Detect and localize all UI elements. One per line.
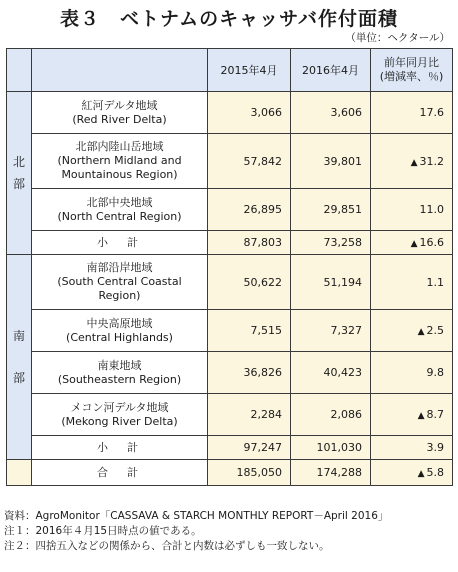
value-change: ▲ 2.5 [371, 310, 453, 352]
value-change: ▲ 16.6 [371, 231, 453, 255]
subtotal-label: 小 計 [32, 231, 208, 255]
header-2015: 2015年4月 [208, 49, 291, 92]
subtotal-row-south [7, 436, 453, 460]
region-name: メコン河デルタ地域 (Mekong River Delta) [32, 394, 208, 436]
value-change: 11.0 [371, 189, 453, 231]
value-2015: 50,622 [208, 255, 291, 310]
value-2015: 87,803 [208, 231, 291, 255]
header-row [7, 49, 453, 92]
value-2015: 3,066 [208, 92, 291, 134]
value-2016: 29,851 [291, 189, 371, 231]
footnotes [4, 509, 456, 554]
value-2015: 26,895 [208, 189, 291, 231]
source-note: 資料： AgroMonitor「CASSAVA & STARCH MONTHLY REPORT－April 2016」 [4, 510, 389, 522]
region-name: 南部沿岸地域 (South Central Coastal Region) [32, 255, 208, 310]
group-label-south: 南 部 [7, 255, 32, 460]
table-row [7, 352, 453, 394]
value-change: 9.8 [371, 352, 453, 394]
unit-label: （単位：ヘクタール） [345, 32, 450, 44]
value-2016: 39,801 [291, 134, 371, 189]
value-2016: 2,086 [291, 394, 371, 436]
region-name: 紅河デルタ地域 (Red River Delta) [32, 92, 208, 134]
note-1: 注１： 2016年４月15日時点の値である。 [4, 525, 202, 537]
value-2016: 101,030 [291, 436, 371, 460]
cassava-area-table [6, 48, 453, 486]
region-name: 北部内陸山岳地域 (Northern Midland and Mountainous Region) [32, 134, 208, 189]
value-2016: 3,606 [291, 92, 371, 134]
value-change: 17.6 [371, 92, 453, 134]
header-2016: 2016年4月 [291, 49, 371, 92]
subtotal-row-north [7, 231, 453, 255]
header-change [371, 49, 453, 92]
group-label-north: 北 部 [7, 92, 32, 255]
value-2015: 185,050 [208, 460, 291, 486]
total-blank [7, 460, 32, 486]
header-blank [7, 49, 32, 92]
value-change: 3.9 [371, 436, 453, 460]
subtotal-label: 小 計 [32, 436, 208, 460]
value-change: ▲ 31.2 [371, 134, 453, 189]
header-change-line2: (増減率、％) [379, 70, 444, 83]
value-2016: 7,327 [291, 310, 371, 352]
value-2016: 40,423 [291, 352, 371, 394]
table-title: 表３ ベトナムのキャッサバ作付面積 [60, 8, 398, 30]
total-row [7, 460, 453, 486]
region-name: 中央高原地域 (Central Highlands) [32, 310, 208, 352]
total-label: 合 計 [32, 460, 208, 486]
table-row [7, 394, 453, 436]
note-2: 注２： 四捨五入などの関係から、合計と内数は必ずしも一致しない。 [4, 540, 330, 552]
region-name: 北部中央地域 (North Central Region) [32, 189, 208, 231]
value-change: ▲ 5.8 [371, 460, 453, 486]
value-2015: 7,515 [208, 310, 291, 352]
header-blank [32, 49, 208, 92]
value-2015: 97,247 [208, 436, 291, 460]
table-row [7, 134, 453, 189]
value-2015: 36,826 [208, 352, 291, 394]
value-2015: 2,284 [208, 394, 291, 436]
value-2016: 73,258 [291, 231, 371, 255]
value-change: ▲ 8.7 [371, 394, 453, 436]
value-2016: 51,194 [291, 255, 371, 310]
table-row [7, 310, 453, 352]
header-change-line1: 前年同月比 [384, 56, 439, 69]
table-row [7, 255, 453, 310]
table-row [7, 92, 453, 134]
region-name: 南東地域 (Southeastern Region) [32, 352, 208, 394]
value-2016: 174,288 [291, 460, 371, 486]
value-change: 1.1 [371, 255, 453, 310]
value-2015: 57,842 [208, 134, 291, 189]
table-row [7, 189, 453, 231]
